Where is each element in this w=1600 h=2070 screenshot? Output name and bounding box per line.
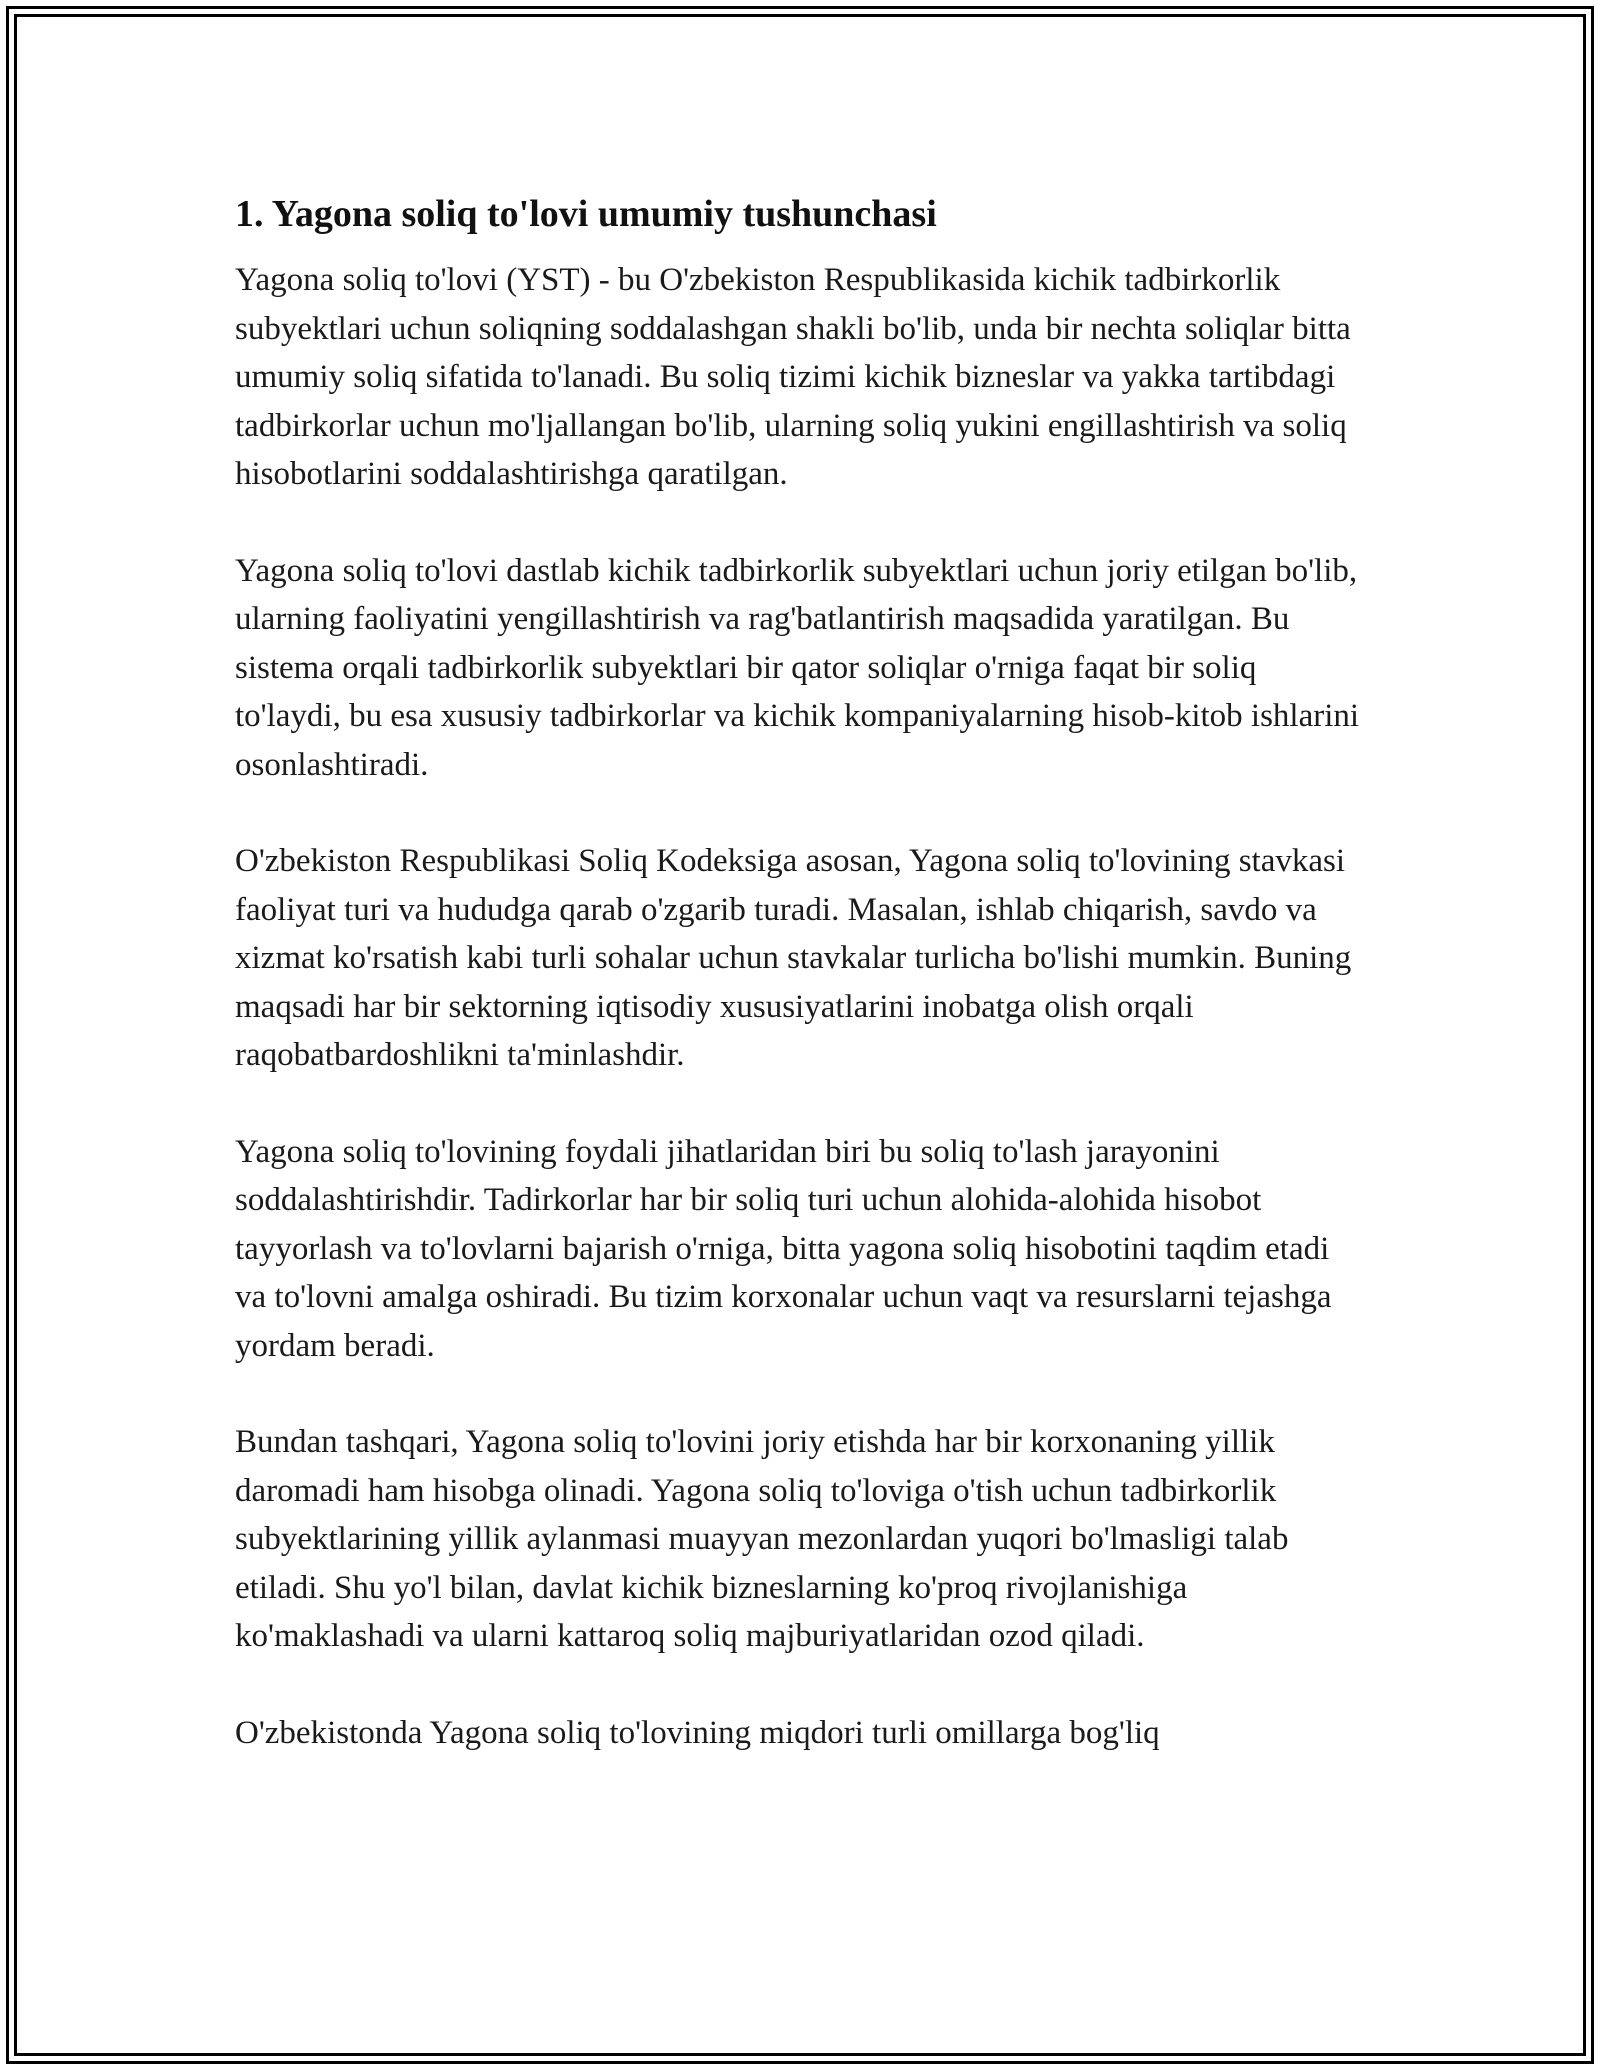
paragraph-1: Yagona soliq to'lovi (YST) - bu O'zbekiston Respublikasida kichik tadbirkorlik subyektlari uchun soliqning soddalashgan shakli bo'lib, unda bir nechta soliqlar bitta umumiy soliq sifatida to'lanadi. Bu soliq tizimi kichik bizneslar va yakka tartibdagi tadbirkorlar uchun mo'ljallangan bo'lib, ularning soliq yukini engillashtirish va soliq hisobotlarini soddalashtirishga qaratilgan. (235, 262, 1351, 492)
paragraph-3: O'zbekiston Respublikasi Soliq Kodeksiga asosan, Yagona soliq to'lovining stavkasi faoliyat turi va hududga qarab o'zgarib turadi. Masalan, ishlab chiqarish, savdo va xizmat ko'rsatish kabi turli sohalar uchun stavkalar turlicha bo'lishi mumkin. Buning maqsadi har bir sektorning iqtisodiy xususiyatlarini inobatga olish orqali raqobatbardoshlikni ta'minlashdir. (235, 843, 1352, 1073)
paragraph-6: O'zbekistonda Yagona soliq to'lovining miqdori turli omillarga bog'liq (235, 1714, 1160, 1751)
paragraph-2: Yagona soliq to'lovi dastlab kichik tadbirkorlik subyektlari uchun joriy etilgan bo'lib, ularning faoliyatini yengillashtirish va rag'batlantirish maqsadida yaratilgan. Bu sistema orqali tadbirkorlik subyektlari bir qator soliqlar o'rniga faqat bir soliq to'laydi, bu esa xususiy tadbirkorlar va kichik kompaniyalarning hisob-kitob ishlarini osonlashtiradi. (235, 552, 1360, 783)
paragraph-5: Bundan tashqari, Yagona soliq to'lovini joriy etishda har bir korxonaning yillik daromadi ham hisobga olinadi. Yagona soliq to'loviga o'tish uchun tadbirkorlik subyektlarining yillik aylanmasi muayyan mezonlardan yuqori bo'lmasligi talab etiladi. Shu yo'l bilan, davlat kichik bizneslarning ko'proq rivojlanishiga ko'maklashadi va ularni kattaroq soliq majburiyatlaridan ozod qiladi. (235, 1424, 1289, 1654)
document-body (235, 186, 1365, 1805)
paragraph-4: Yagona soliq to'lovining foydali jihatlaridan biri bu soliq to'lash jarayonini soddalashtirishdir. Tadirkorlar har bir soliq turi uchun alohida-alohida hisobot tayyorlash va to'lovlarni bajarish o'rniga, bitta yagona soliq hisobotini taqdim etadi va to'lovni amalga oshiradi. Bu tizim korxonalar uchun vaqt va resurslarni tejashga yordam beradi. (235, 1133, 1332, 1364)
section-heading: 1. Yagona soliq to'lovi umumiy tushunchasi (235, 193, 937, 235)
